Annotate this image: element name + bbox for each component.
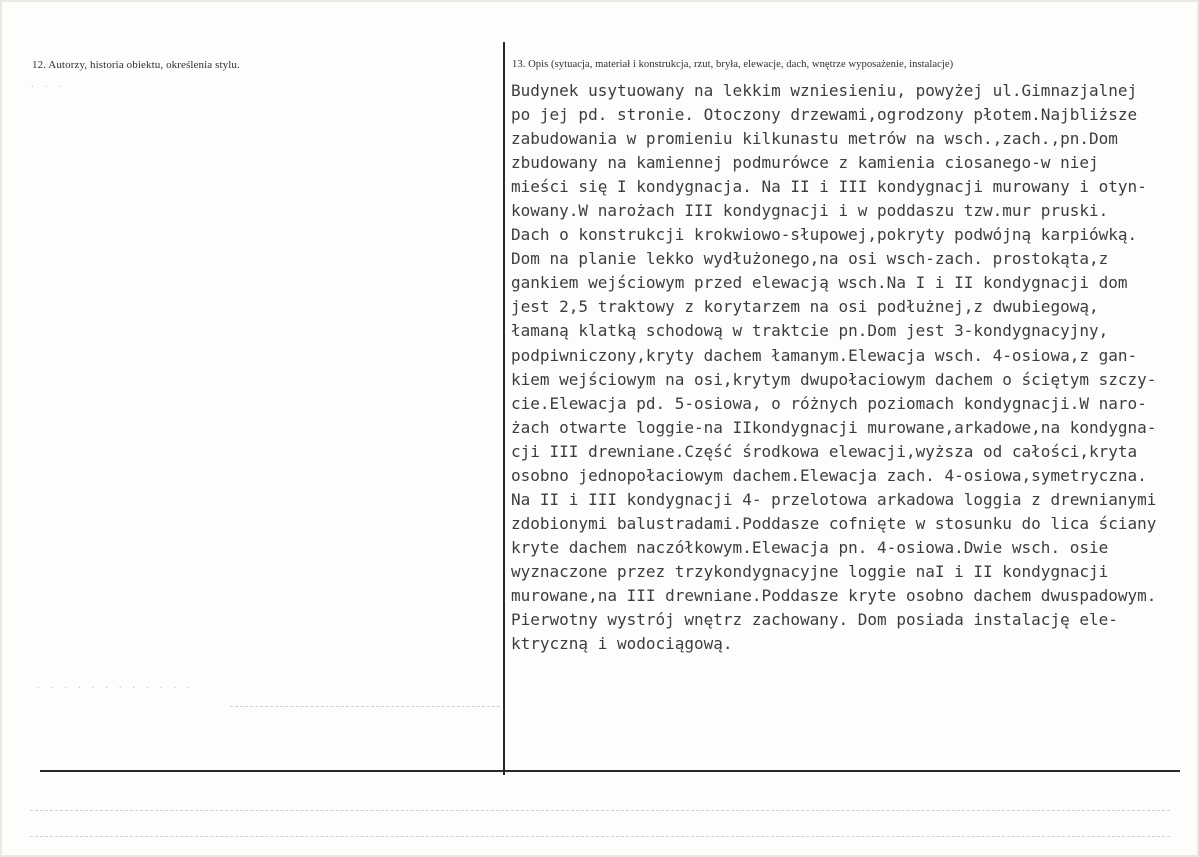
bottom-rule	[40, 770, 1180, 772]
description-line: zdobionymi balustradami.Poddasze cofnięte w stosunku do lica ściany	[511, 513, 1157, 533]
description-line: Na II i III kondygnacji 4- przelotowa arkadowa loggia z drewnianymi	[511, 489, 1157, 509]
description-line: mieści się I kondygnacja. Na II i III kondygnacji murowany i otyn-	[511, 177, 1147, 197]
description-line: zabudowania w promieniu kilkunastu metrów na wsch.,zach.,pn.Dom	[511, 129, 1118, 149]
description-line: wyznaczone przez trzykondygnacyjne loggie naI i II kondygnacji	[511, 561, 1109, 581]
section-12-heading: 12. Autorzy, historia obiektu, określenia stylu.	[32, 59, 240, 71]
description-line: cie.Elewacja pd. 5-osiowa, o różnych poziomach kondygnacji.W naro-	[511, 393, 1147, 413]
section-13-heading: 13. Opis (sytuacja, materiał i konstrukcja, rzut, bryła, elewacje, dach, wnętrze wyposażenie, instalacje)	[512, 59, 954, 70]
column-divider	[503, 42, 505, 775]
scan-artifact: · · · · · · · · · · · ·	[36, 683, 193, 692]
description-line: jest 2,5 traktowy z korytarzem na osi podłużnej,z dwubiegową,	[511, 297, 1099, 317]
description-line: żach otwarte loggie-na IIkondygnacji murowane,arkadowe,na kondygna-	[511, 417, 1157, 437]
description-line: Budynek usytuowany na lekkim wzniesieniu, powyżej ul.Gimnazjalnej	[511, 81, 1138, 100]
scan-artifact: · · ·	[30, 82, 65, 91]
faint-ruled-line	[30, 810, 1170, 811]
description-line: zbudowany na kamiennej podmurówce z kamienia ciosanego-w niej	[511, 153, 1099, 173]
description-line: Dom na planie lekko wydłużonego,na osi wsch-zach. prostokąta,z	[511, 249, 1109, 269]
description-line: łamaną klatką schodową w traktcie pn.Dom jest 3-kondygnacyjny,	[511, 321, 1109, 341]
description-line: gankiem wejściowym przed elewacją wsch.Na I i II kondygnacji dom	[511, 273, 1128, 293]
description-line: Dach o konstrukcji krokwiowo-słupowej,pokryty podwójną karpiówką.	[511, 225, 1138, 245]
description-line: Pierwotny wystrój wnętrz zachowany. Dom posiada instalację ele-	[511, 610, 1118, 630]
description-line: murowane,na III drewniane.Poddasze kryte osobno dachem dwuspadowym.	[511, 585, 1157, 605]
description-line: osobno jednopołaciowym dachem.Elewacja zach. 4-osiowa,symetryczna.	[511, 465, 1147, 485]
description-line: kryte dachem naczółkowym.Elewacja pn. 4-osiowa.Dwie wsch. osie	[511, 537, 1109, 557]
section-13-description	[511, 79, 1183, 656]
faint-ruled-line	[30, 836, 1170, 837]
faint-ruled-line	[230, 706, 500, 707]
description-line: cji III drewniane.Część środkowa elewacji,wyższa od całości,kryta	[511, 441, 1138, 461]
description-line: podpiwniczony,kryty dachem łamanym.Elewacja wsch. 4-osiowa,z gan-	[511, 345, 1138, 365]
description-line: ktryczną i wodociągową.	[511, 634, 733, 654]
description-line: kiem wejściowym na osi,krytym dwupołaciowym dachem o ściętym szczy-	[511, 369, 1157, 389]
description-line: po jej pd. stronie. Otoczony drzewami,ogrodzony płotem.Najbliższe	[511, 105, 1138, 125]
description-line: kowany.W narożach III kondygnacji i w poddaszu tzw.mur pruski.	[511, 201, 1109, 221]
